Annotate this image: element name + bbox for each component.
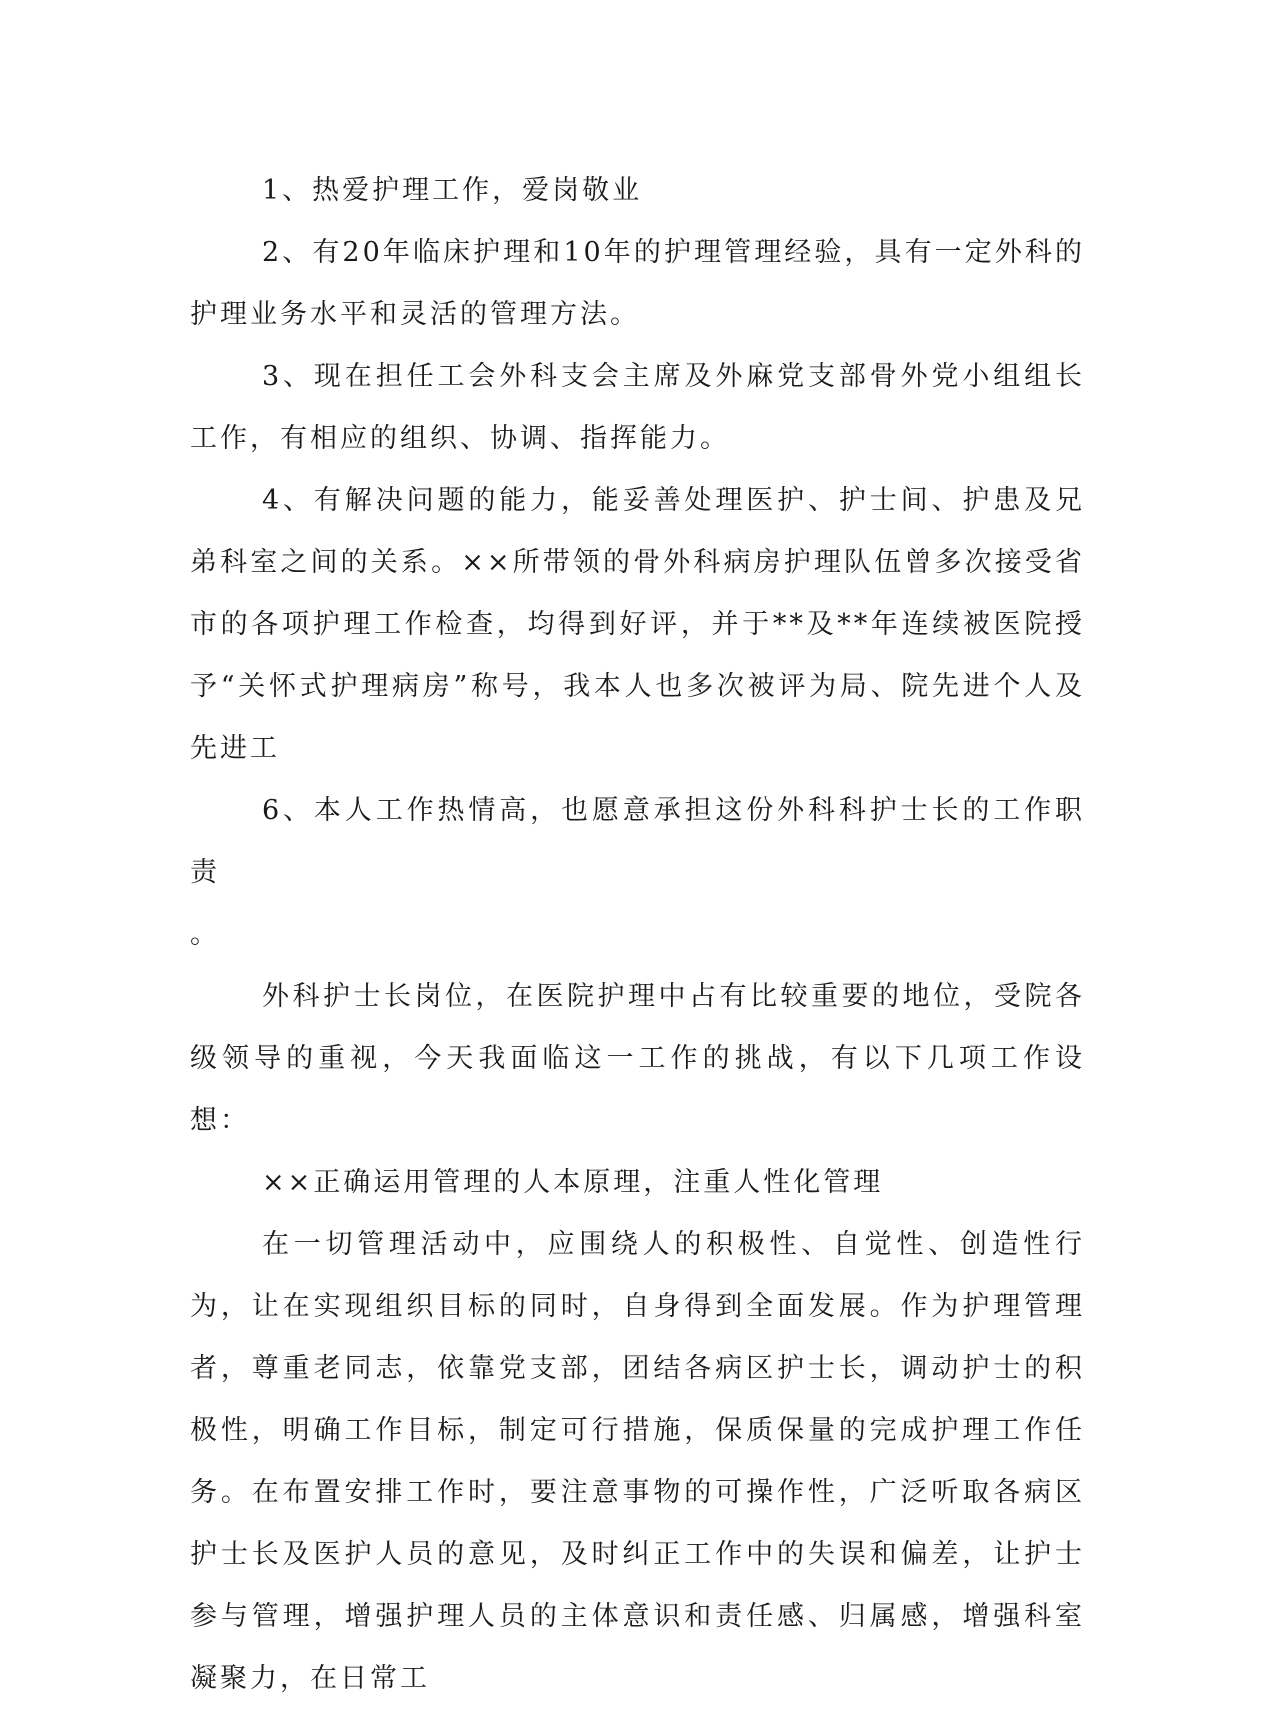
paragraph-position-intro: 外科护士长岗位，在医院护理中占有比较重要的地位，受院各级领导的重视，今天我面临这一工作的挑战，有以下几项工作设想： [190, 981, 1085, 1136]
paragraph-1: 1、热爱护理工作，爱岗敬业 [262, 175, 643, 206]
paragraph-6-period: 。 [190, 919, 220, 950]
paragraph-4: 4、有解决问题的能力，能妥善处理医护、护士间、护患及兄弟科室之间的关系。××所带领的骨外科病房护理队伍曾多次接受省市的各项护理工作检查，均得到好评，并于**及**年连续被医院授予“关怀式护理病房”称号，我本人也多次被评为局、院先进个人及先进工 [190, 485, 1085, 764]
paragraph-management-details: 在一切管理活动中，应围绕人的积极性、自觉性、创造性行为，让在实现组织目标的同时，自身得到全面发展。作为护理管理者，尊重老同志，依靠党支部，团结各病区护士长，调动护士的积极性，明确工作目标，制定可行措施，保质保量的完成护理工作任务。在布置安排工作时，要注意事物的可操作性，广泛听取各病区护士长及医护人员的意见，及时纠正工作中的失误和偏差，让护士参与管理，增强护理人员的主体意识和责任感、归属感，增强科室凝聚力，在日常工 [190, 1229, 1085, 1694]
paragraph-3: 3、现在担任工会外科支会主席及外麻党支部骨外党小组组长工作，有相应的组织、协调、指挥能力。 [190, 361, 1085, 454]
paragraph-2: 2、有20年临床护理和10年的护理管理经验，具有一定外科的护理业务水平和灵活的管理方法。 [190, 237, 1085, 330]
paragraph-6: 6、本人工作热情高，也愿意承担这份外科科护士长的工作职责 [190, 795, 1085, 888]
paragraph-heading-humanistic: ××正确运用管理的人本原理，注重人性化管理 [262, 1167, 884, 1198]
document-body [190, 160, 1085, 1710]
